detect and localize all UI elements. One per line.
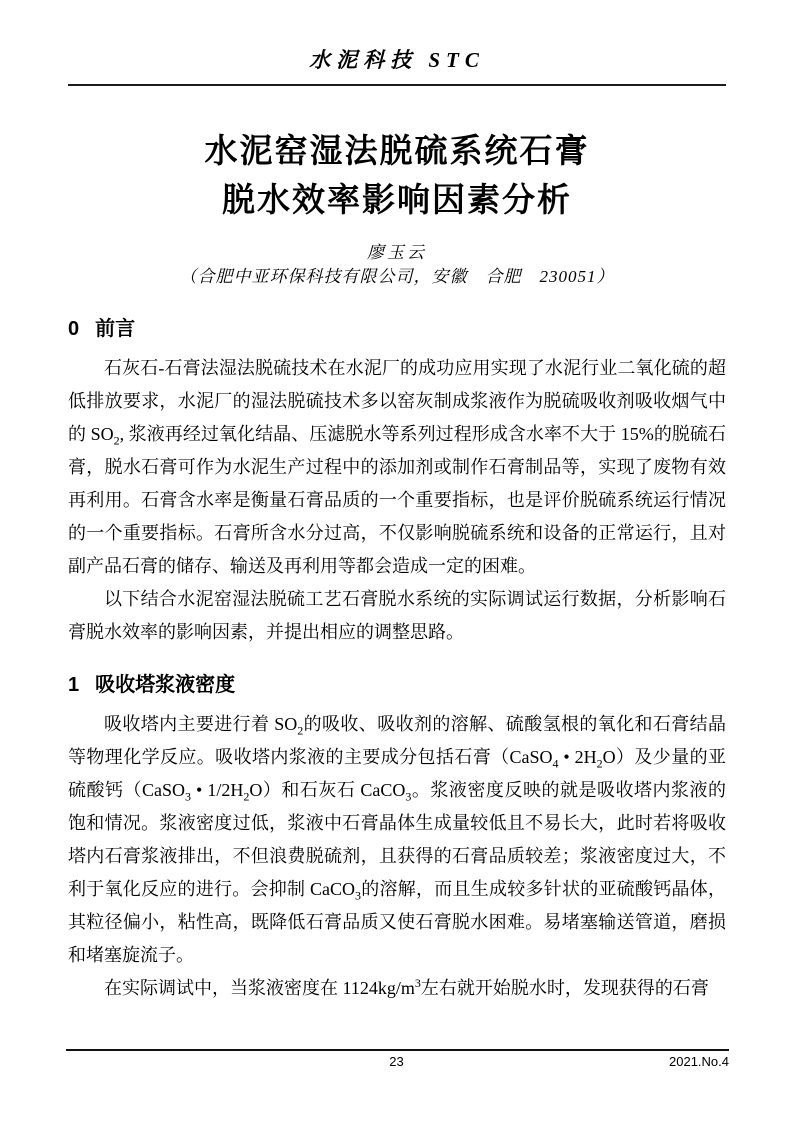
paragraph: 石灰石-石膏法湿法脱硫技术在水泥厂的成功应用实现了水泥行业二氧化硫的超低排放要求，水泥厂的湿法脱硫技术多以窑灰制成浆液作为脱硫吸收剂吸收烟气中的 $SO_2$, 浆液再经过氧化结晶、压滤脱水等系列过程形成含水率不大于 15%的脱硫石膏，脱水石膏可作为水泥生产过程中的添加剂或制作石膏制品等，实现了废物有效再利用。石膏含水率是衡量石膏品质的一个重要指标，也是评价脱硫系统运行情况的一个重要指标。石膏所含水分过高，不仅影响脱硫系统和设备的正常运行，且对副产品石膏的储存、输送及再利用等都会造成一定的困难。 xyxy=(68,358,726,576)
page-content xyxy=(68,0,726,1005)
article-title xyxy=(68,126,726,224)
article-title-line2: 脱水效率影响因素分析 xyxy=(222,181,572,218)
author-name: 廖玉云 xyxy=(367,243,427,262)
journal-name: 水泥科技 STC xyxy=(309,48,485,72)
article-body xyxy=(68,315,726,1005)
paragraph: 在实际调试中，当浆液密度在 $1124kg/m^3$左右就开始脱水时，发现获得的石膏 xyxy=(104,976,709,998)
section-title: 吸收塔浆液密度 xyxy=(95,674,236,696)
paragraph: 以下结合水泥窑湿法脱硫工艺石膏脱水系统的实际调试运行数据，分析影响石膏脱水效率的影响因素，并提出相应的调整思路。 xyxy=(68,589,726,642)
footer-rule xyxy=(66,1049,729,1051)
article-title-line1: 水泥窑湿法脱硫系统石膏 xyxy=(204,132,590,169)
section-number: 0 xyxy=(68,318,80,340)
paragraph: 吸收塔内主要进行着 $SO_2$的吸收、吸收剂的溶解、硫酸氢根的氧化和石膏结晶等物理化学反应。吸收塔内浆液的主要成分包括石膏（CaSO$_4$ • $2H_2O$）及少量的亚硫酸钙（CaSO$_3$ • $1/2H_2O$）和石灰石 CaCO$_3$。浆液密度反映的就是吸收塔内浆液的饱和情况。浆液密度过低，浆液中石膏晶体生成量较低且不易长大，此时若将吸收塔内石膏浆液排出，不但浪费脱硫剂，且获得的石膏品质较差；浆液密度过大，不利于氧化反应的进行。会抑制 CaCO$_3$的溶解，而且生成较多针状的亚硫酸钙晶体，其粒径偏小，粘性高，既降低石膏品质又使石膏脱水困难。易堵塞输送管道，磨损和堵塞旋流子。 xyxy=(68,714,727,965)
section-heading-1 xyxy=(68,671,726,699)
section-title: 前言 xyxy=(95,318,136,340)
section-number: 1 xyxy=(68,674,80,696)
author-affiliation: （合肥中亚环保科技有限公司，安徽 合肥 230051） xyxy=(179,267,615,286)
section-heading-0 xyxy=(68,315,726,343)
header-rule xyxy=(68,84,726,86)
footer-page-number: 23 xyxy=(389,1054,404,1069)
footer-issue-label: 2021.No.4 xyxy=(669,1054,729,1069)
